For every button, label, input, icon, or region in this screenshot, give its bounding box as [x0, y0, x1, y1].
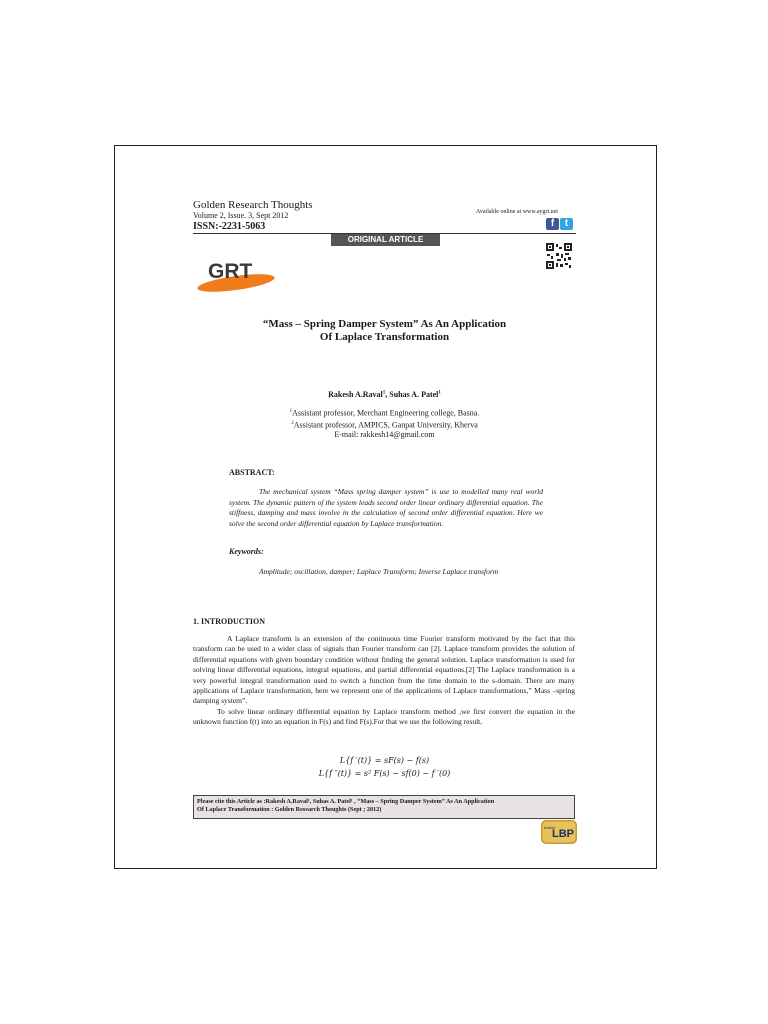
citation-box	[193, 795, 575, 819]
title-line-2: Of Laplace Transformation	[319, 331, 450, 343]
title-line-1: “Mass – Spring Damper System” As An Application	[262, 318, 507, 330]
affiliations: $^1$Assistant professor, Merchant Engineering college, Basna. $^2$Assistant professor, AMPICS, Ganpat University, Kherva E-mail: rakkesh14@gmail.com	[193, 407, 576, 440]
lbp-text: LBP	[552, 828, 574, 840]
keywords-heading: Keywords:	[229, 547, 264, 556]
equation-2: L{f ″(t)} = s² F(s) − sf(0) − f ′(0)	[318, 769, 451, 778]
author-email: E-mail: rakkesh14@gmail.com	[334, 430, 435, 440]
issn: ISSN:-2231-5063	[193, 221, 266, 232]
affiliation-1: Assistant professor, Merchant Engineering college, Basna.	[292, 408, 480, 418]
equations	[193, 754, 576, 780]
author-2: Suhas A. Patel	[389, 390, 439, 399]
lbp-small-text: Indian	[544, 825, 555, 830]
twitter-icon[interactable]: t	[560, 218, 573, 230]
citation-line-1: Please cite this Article as :Rakesh A.Raval¹, Suhas A. Patel¹ , “Mass – Spring Damper System” As An Application	[197, 798, 495, 805]
abstract-text: The mechanical system “Mass spring damper system” is use to modelled many real world system. The dynamic pattern of the system leads second order linear ordinary differential equation. The stiffness, damping and mass involve in the calculation of second order differential equation. Here we solve the second order differential equation by Laplace transformation.	[229, 487, 543, 528]
journal-name: Golden Research Thoughts	[193, 199, 313, 211]
article-title	[193, 318, 576, 344]
authors: Rakesh A.Raval$^1$, Suhas A. Patel$^1$	[328, 390, 441, 399]
lbp-logo	[541, 820, 577, 844]
social-icons	[546, 218, 573, 230]
grt-logo	[196, 256, 280, 292]
equation-1: L{f ′(t)} = sF(s) − f(s)	[339, 756, 430, 765]
abstract-heading: ABSTRACT:	[229, 468, 275, 477]
citation-line-2: Of Laplace Transformation : Golden Research Thoughts (Sept ; 2012)	[197, 806, 382, 813]
introduction-heading: 1. INTRODUCTION	[193, 617, 266, 626]
logo-text: GRT	[208, 260, 253, 283]
keywords-text: Amplitude; oscillation, damper; Laplace Transform; Inverse Laplace transform	[259, 567, 499, 576]
affiliation-2: Assistant professor, AMPICS, Ganpat University, Kherva	[293, 420, 478, 430]
article-type-banner: ORIGINAL ARTICLE	[331, 234, 440, 246]
author-1: Rakesh A.Raval	[328, 390, 383, 399]
volume-info: Volume 2, Issue. 3, Sept 2012	[193, 211, 289, 220]
qr-code-icon	[546, 243, 572, 269]
intro-paragraph-1: A Laplace transform is an extension of the continuous time Fourier transform motivated by the fact that this transform can be used to a wider class of signals than Fourier transform can [2]. Laplace transform provides the solution of differential equations with given boundary condition without finding the general solution. Laplace transformation is used for solving linear differential equations, integral equations, and partial differential equations.[2] The Laplace transformation is a very powerful integral transformation used to switch a function from the time domain to the s-domain. There are many applications of Laplace transformation, here we represent one of the applications of Laplace transformations,” Mass –spring damping system”.	[193, 634, 575, 706]
available-online-link[interactable]: Available online at www.aygrt.net	[476, 209, 558, 215]
introduction-body	[193, 634, 575, 728]
intro-paragraph-2: To solve linear ordinary differential equation by Laplace transform method ,we first convert the equation in the unknown function f(t) into an equation in F(s) and find F(s).For that we use the following result,	[193, 706, 575, 727]
facebook-icon[interactable]: f	[546, 218, 559, 230]
